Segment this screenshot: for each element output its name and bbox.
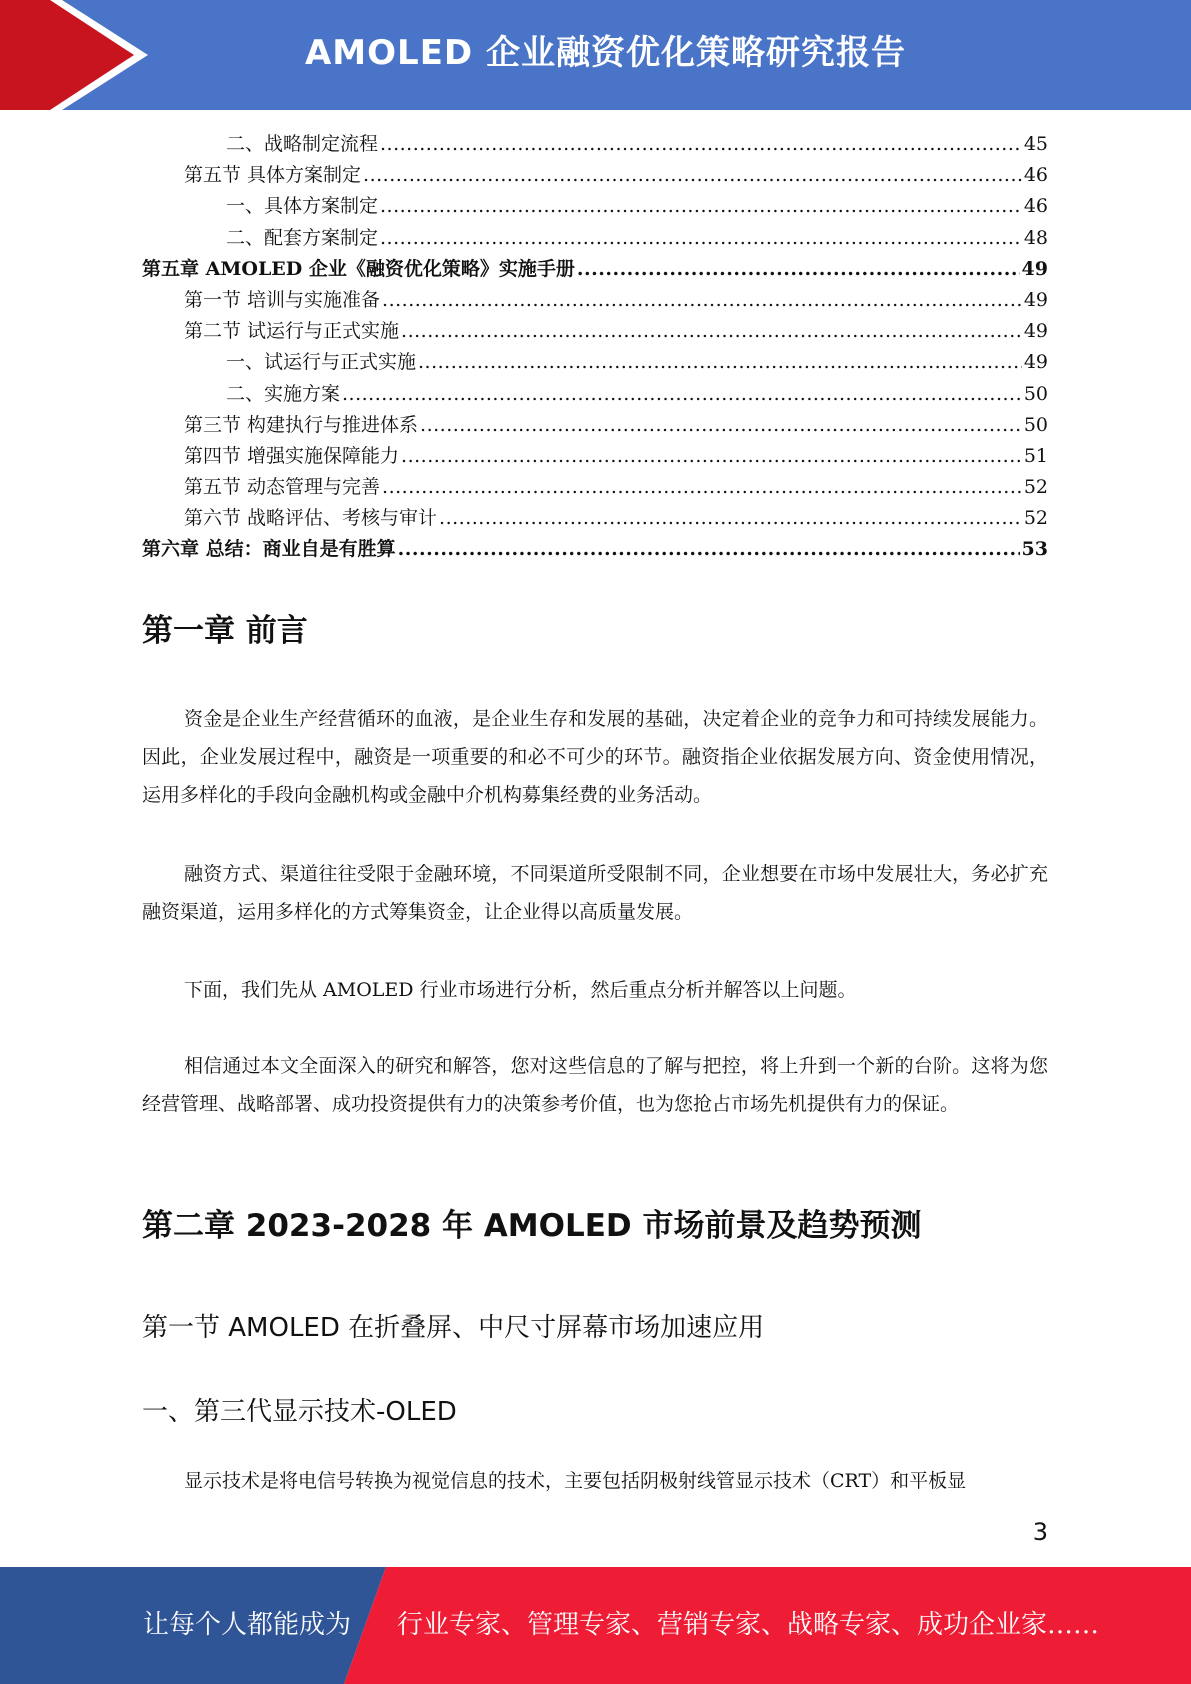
paragraph-2: 融资方式、渠道往往受限于金融环境，不同渠道所受限制不同，企业想要在市场中发展壮大，务必扩充融资渠道，运用多样化的方式筹集资金，让企业得以高质量发展。 (142, 863, 1048, 923)
page-number: 3 (1032, 1518, 1048, 1546)
toc-dot-leader (363, 160, 1022, 191)
toc-entry-page: 53 (1021, 538, 1048, 561)
toc-entry[interactable] (142, 129, 1048, 160)
toc-entry[interactable] (142, 223, 1048, 254)
footer-slogan-left: 让每个人都能成为 (143, 1610, 352, 1640)
toc-entry-page: 50 (1023, 413, 1048, 436)
toc-entry[interactable] (142, 316, 1048, 347)
toc-entry[interactable] (142, 254, 1048, 285)
toc-entry-page: 49 (1023, 320, 1048, 343)
toc-dot-leader (577, 254, 1020, 285)
toc-entry-title: 第五节 具体方案制定 (184, 164, 362, 187)
toc-entry-title: 第一节 培训与实施准备 (184, 288, 381, 311)
toc-entry-page: 52 (1023, 507, 1048, 530)
paragraph-5: 显示技术是将电信号转换为视觉信息的技术，主要包括阴极射线管显示技术（CRT）和平板显 (184, 1470, 967, 1492)
toc-entry[interactable] (142, 503, 1048, 534)
toc-entry-title: 一、具体方案制定 (226, 195, 379, 218)
header-title: AMOLED 企业融资优化策略研究报告 (304, 33, 906, 73)
chapter-2-heading: 第二章 2023-2028 年 AMOLED 市场前景及趋势预测 (142, 1208, 922, 1244)
toc-dot-leader (439, 503, 1022, 534)
footer-slogan-right: 行业专家、管理专家、营销专家、战略专家、成功企业家…… (397, 1610, 1100, 1640)
toc-entry[interactable] (142, 534, 1048, 565)
toc-entry[interactable] (142, 441, 1048, 472)
paragraph-4: 相信通过本文全面深入的研究和解答，您对这些信息的了解与把控，将上升到一个新的台阶。这将为您经营管理、战略部署、成功投资提供有力的决策参考价值，也为您抢占市场先机提供有力的保证。 (142, 1055, 1048, 1115)
page-footer (0, 1567, 1191, 1684)
toc-dot-leader (401, 441, 1022, 472)
subsection-heading: 一、第三代显示技术-OLED (142, 1397, 457, 1427)
toc-entry-title: 二、战略制定流程 (226, 133, 379, 155)
toc-entry-title: 第六章 总结：商业自是有胜算 (142, 538, 396, 561)
toc-dot-leader (382, 472, 1022, 503)
toc-entry-title: 第五节 动态管理与完善 (184, 476, 381, 499)
toc-dot-leader (380, 223, 1022, 254)
toc-dot-leader (398, 534, 1020, 565)
toc-dot-leader (380, 191, 1022, 222)
toc-entry[interactable] (142, 285, 1048, 316)
toc-entry-title: 一、试运行与正式实施 (226, 351, 417, 374)
toc-entry[interactable] (142, 472, 1048, 503)
toc-entry[interactable] (142, 191, 1048, 222)
toc-entry[interactable] (142, 347, 1048, 378)
toc-dot-leader (401, 316, 1022, 347)
paragraph-3: 下面，我们先从 AMOLED 行业市场进行分析，然后重点分析并解答以上问题。 (184, 979, 857, 1001)
toc-entry[interactable] (142, 160, 1048, 191)
toc-entry-title: 第六节 战略评估、考核与审计 (184, 507, 438, 530)
toc-entry-page: 49 (1023, 351, 1048, 374)
toc-entry-title: 第五章 AMOLED 企业《融资优化策略》实施手册 (142, 257, 575, 280)
table-of-contents (142, 129, 1048, 566)
toc-entry-title: 第四节 增强实施保障能力 (184, 444, 400, 467)
toc-entry-page: 45 (1023, 133, 1048, 155)
toc-entry-page: 48 (1023, 226, 1048, 249)
toc-entry[interactable] (142, 379, 1048, 410)
toc-entry-page: 50 (1023, 382, 1048, 405)
toc-entry-page: 52 (1023, 476, 1048, 499)
toc-dot-leader (418, 347, 1022, 378)
toc-dot-leader (380, 129, 1022, 160)
toc-entry-page: 49 (1021, 257, 1048, 280)
toc-dot-leader (420, 410, 1022, 441)
page-header (0, 0, 1191, 110)
toc-entry-page: 49 (1023, 288, 1048, 311)
toc-entry-page: 46 (1023, 195, 1048, 218)
toc-dot-leader (342, 379, 1022, 410)
paragraph-1: 资金是企业生产经营循环的血液，是企业生存和发展的基础，决定着企业的竞争力和可持续发展能力。因此，企业发展过程中，融资是一项重要的和必不可少的环节。融资指企业依据发展方向、资金使用情况，运用多样化的手段向金融机构或金融中介机构募集经费的业务活动。 (142, 708, 1048, 806)
section-heading: 第一节 AMOLED 在折叠屏、中尺寸屏幕市场加速应用 (142, 1313, 765, 1343)
chapter-1-heading: 第一章 前言 (142, 613, 308, 649)
toc-entry-title: 二、配套方案制定 (226, 226, 379, 249)
toc-entry-title: 第二节 试运行与正式实施 (184, 320, 400, 343)
toc-entry-page: 46 (1023, 164, 1048, 187)
toc-entry-title: 二、实施方案 (226, 382, 341, 405)
toc-entry-title: 第三节 构建执行与推进体系 (184, 413, 419, 436)
toc-dot-leader (382, 285, 1022, 316)
toc-entry-page: 51 (1023, 444, 1048, 467)
toc-entry[interactable] (142, 410, 1048, 441)
